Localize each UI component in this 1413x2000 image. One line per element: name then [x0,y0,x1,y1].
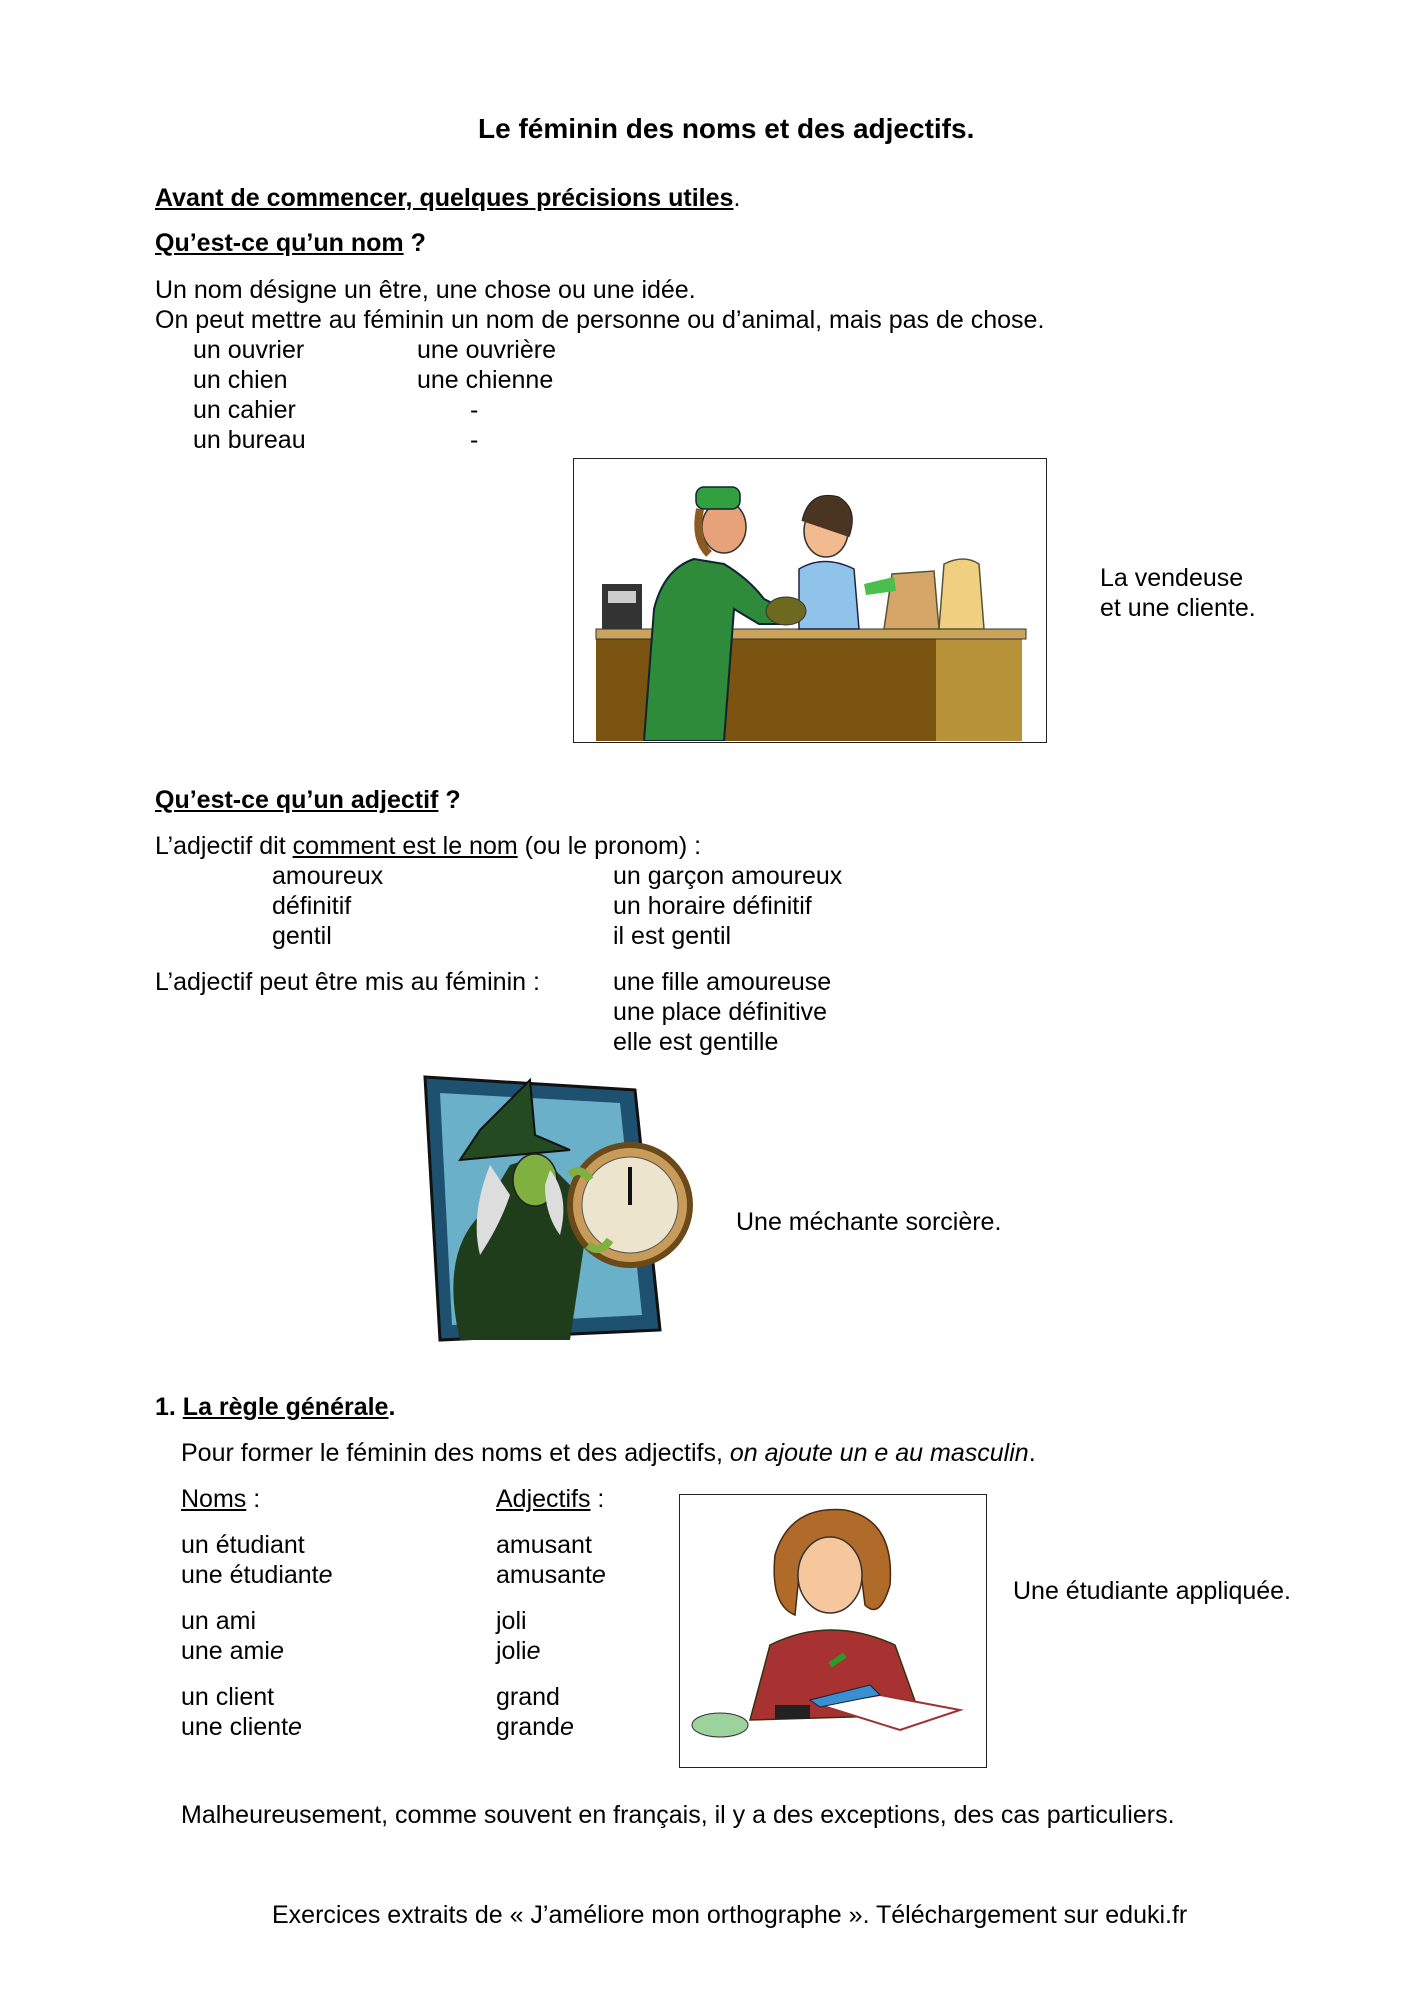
nom-feminine-rule: On peut mettre au féminin un nom de personne ou d’animal, mais pas de chose. [155,306,1045,334]
nom-rule-masc-2: un ami [181,1607,257,1635]
nom-rule-fem-3: une cliente [181,1713,302,1741]
adj-rule-masc-2: joli [496,1607,527,1635]
shop-illustration [573,458,1047,743]
col-noms-header: Noms : [181,1485,261,1513]
nom-rule-fem-1: une étudiante [181,1561,333,1589]
adj-definition: L’adjectif dit comment est le nom (ou le pronom) : [155,832,702,860]
nom-rule-masc-3: un client [181,1683,275,1711]
adj-feminine-label: L’adjectif peut être mis au féminin : [155,968,540,996]
nom-masc-3: un cahier [193,396,296,424]
rule-heading: 1. La règle générale. [155,1393,396,1421]
nom-heading: Qu’est-ce qu’un nom ? [155,229,426,257]
exceptions-note: Malheureusement, comme souvent en français, il y a des exceptions, des cas particuliers. [181,1801,1175,1829]
nom-fem-3: - [470,396,479,424]
adj-feminine-example-2: une place définitive [613,998,828,1026]
nom-fem-4: - [470,426,479,454]
adj-feminine-example-3: elle est gentille [613,1028,779,1056]
nom-rule-fem-2: une amie [181,1637,284,1665]
nom-fem-1: une ouvrière [417,336,556,364]
nom-masc-2: un chien [193,366,288,394]
adj-example-2: définitif [272,892,352,920]
footer-credit: Exercices extraits de « J’améliore mon orthographe ». Téléchargement sur eduki.fr [272,1901,1188,1929]
adj-rule-masc-1: amusant [496,1531,592,1559]
nom-masc-1: un ouvrier [193,336,305,364]
nom-fem-2: une chienne [417,366,554,394]
witch-caption: Une méchante sorcière. [736,1208,1002,1236]
adj-rule-fem-3: grande [496,1713,574,1741]
shop-caption-line-2: et une cliente. [1100,594,1256,622]
student-caption: Une étudiante appliquée. [1013,1577,1292,1605]
adj-rule-masc-3: grand [496,1683,560,1711]
shop-caption-line-1: La vendeuse [1100,564,1244,592]
page-title: Le féminin des noms et des adjectifs. [478,113,975,144]
rule-statement: Pour former le féminin des noms et des adjectifs, on ajoute un e au masculin. [181,1439,1036,1467]
adj-example-1: amoureux [272,862,384,890]
adj-example-3: gentil [272,922,332,950]
col-adjectifs-header: Adjectifs : [496,1485,605,1513]
adj-heading: Qu’est-ce qu’un adjectif ? [155,786,461,814]
nom-rule-masc-1: un étudiant [181,1531,305,1559]
student-illustration [679,1494,987,1768]
witch-illustration [420,1075,700,1345]
adj-feminine-example-1: une fille amoureuse [613,968,832,996]
adj-example-use-2: un horaire définitif [613,892,812,920]
nom-masc-4: un bureau [193,426,306,454]
adj-rule-fem-1: amusante [496,1561,606,1589]
nom-definition: Un nom désigne un être, une chose ou une idée. [155,276,696,304]
adj-example-use-3: il est gentil [613,922,732,950]
intro-heading: Avant de commencer, quelques précisions utiles. [155,184,741,212]
adj-example-use-1: un garçon amoureux [613,862,843,890]
adj-rule-fem-2: jolie [496,1637,541,1665]
